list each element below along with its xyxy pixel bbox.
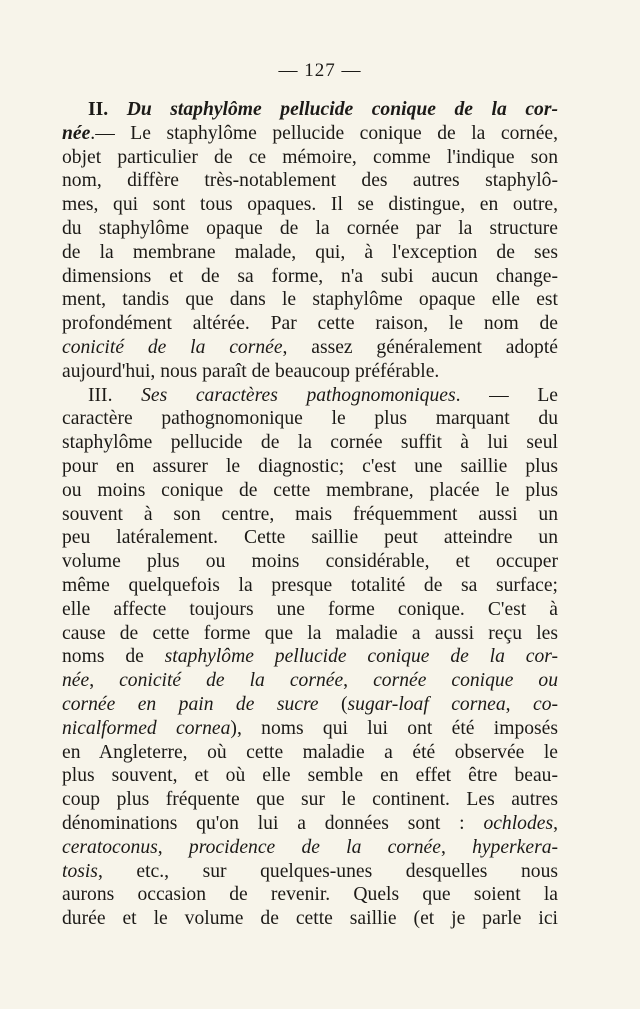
italic-text: cornée conique ou — [373, 670, 558, 692]
body-text — [62, 98, 558, 931]
text-segment: caractère pathognomonique le plus marquant du — [62, 408, 558, 430]
text-segment: , — [343, 670, 374, 692]
text-line — [62, 503, 558, 527]
text-segment: pour en assurer le diagnostic; c'est une saillie plus — [62, 455, 558, 477]
italic-text: tosis — [62, 860, 98, 882]
text-segment: peu latéralement. Cette saillie peut atteindre un — [62, 527, 558, 549]
text-segment: , — [440, 836, 473, 858]
text-segment: cause de cette forme que la maladie a aussi reçu les — [62, 622, 558, 644]
text-segment: .— Le staphylôme pellucide conique de la cornée, — [90, 122, 558, 144]
text-line — [62, 883, 558, 907]
italic-text: née — [62, 122, 91, 144]
text-segment: coup plus fréquente que sur le continent. Les autres — [62, 789, 558, 811]
text-segment: volume plus ou moins considérable, et occuper — [62, 551, 558, 573]
text-segment: même quelquefois la presque totalité de sa surface; — [62, 574, 558, 596]
text-line — [62, 431, 558, 455]
text-segment: , — [553, 812, 558, 834]
text-segment: durée et le volume de cette saillie (et je parle ici — [62, 908, 558, 930]
text-line — [62, 384, 558, 408]
italic-text: co- — [533, 693, 558, 715]
text-segment: noms de — [62, 646, 165, 668]
section-ii-paragraph — [62, 98, 558, 384]
italic-text: hyperkera- — [472, 836, 558, 858]
text-segment: ment, tandis que dans le staphylôme opaque elle est — [62, 289, 558, 311]
text-line — [62, 122, 558, 146]
text-segment: , — [157, 836, 189, 858]
text-segment: objet particulier de ce mémoire, comme l'indique son — [62, 146, 558, 168]
text-segment: ), noms qui lui ont été imposés — [230, 717, 558, 739]
text-line — [62, 836, 558, 860]
italic-text: procidence de la cornée — [188, 836, 441, 858]
text-line — [62, 598, 558, 622]
text-line — [62, 169, 558, 193]
text-segment: en Angleterre, où cette maladie a été observée le — [62, 741, 558, 763]
text-line — [62, 788, 558, 812]
page-number: — 127 — — [278, 60, 362, 81]
text-line — [62, 336, 558, 360]
text-segment: aurons occasion de revenir. Quels que soient la — [62, 884, 558, 906]
text-segment: plus souvent, et où elle semble en effet être beau- — [62, 765, 558, 787]
italic-text: née — [62, 670, 90, 692]
italic-text: cornée en pain de sucre — [62, 693, 319, 715]
italic-text: conicité de la cornée — [62, 336, 283, 358]
text-line — [62, 741, 558, 765]
text-segment: mes, qui sont tous opaques. Il se distingue, en outre, — [62, 194, 558, 216]
text-line — [62, 360, 558, 384]
text-line — [62, 860, 558, 884]
text-segment: . — Le — [455, 384, 558, 406]
text-segment: , — [505, 693, 533, 715]
italic-text: staphylôme pellucide conique de la cor- — [164, 646, 558, 668]
text-segment: III. — [88, 384, 142, 406]
text-segment: aujourd'hui, nous paraît de beaucoup préférable. — [62, 360, 440, 382]
text-line — [62, 574, 558, 598]
text-line — [62, 526, 558, 550]
text-line — [62, 265, 558, 289]
text-segment: staphylôme pellucide de la cornée suffit à lui seul — [62, 432, 558, 454]
text-segment: , assez généralement adopté — [282, 336, 558, 358]
text-line — [62, 193, 558, 217]
text-line — [62, 455, 558, 479]
text-line — [62, 812, 558, 836]
text-segment: II. — [88, 99, 127, 120]
italic-text: sugar-loaf cornea — [347, 693, 506, 715]
text-line — [62, 622, 558, 646]
text-line — [62, 217, 558, 241]
italic-text: conicité de la cornée — [119, 670, 344, 692]
section-iii-paragraph — [62, 384, 558, 931]
text-segment: de la membrane malade, qui, à l'exception de ses — [62, 241, 558, 263]
text-line — [62, 550, 558, 574]
text-line — [62, 693, 558, 717]
text-segment: profondément altérée. Par cette raison, le nom de — [62, 313, 558, 335]
text-segment: dénominations qu'on lui a données sont : — [62, 812, 484, 834]
text-line — [62, 717, 558, 741]
text-line — [62, 479, 558, 503]
text-line — [62, 764, 558, 788]
text-segment: souvent à son centre, mais fréquemment aussi un — [62, 503, 558, 525]
italic-text: ceratoconus — [62, 836, 158, 858]
italic-text: nicalformed cornea — [62, 717, 231, 739]
text-segment: nom, diffère très-notablement des autres staphylô- — [62, 170, 558, 192]
text-line — [62, 907, 558, 931]
text-line — [62, 407, 558, 431]
text-segment: du staphylôme opaque de la cornée par la structure — [62, 217, 558, 239]
text-segment: , etc., sur quelques-unes desquelles nous — [97, 860, 558, 882]
text-segment: dimensions et de sa forme, n'a subi aucun change- — [62, 265, 558, 287]
text-line — [62, 312, 558, 336]
italic-text: ochlodes — [483, 812, 554, 834]
italic-text: Ses caractères pathognomoniques — [141, 384, 456, 406]
text-segment: , — [89, 670, 120, 692]
italic-text: Du staphylôme pellucide conique de la cor- — [126, 99, 558, 120]
text-line — [62, 669, 558, 693]
text-line — [62, 241, 558, 265]
text-line — [62, 645, 558, 669]
text-line — [62, 288, 558, 312]
text-segment: ( — [318, 693, 348, 715]
text-segment: ou moins conique de cette membrane, placée le plus — [62, 479, 558, 501]
text-line — [62, 98, 558, 122]
text-line — [62, 146, 558, 170]
text-segment: elle affecte toujours une forme conique. C'est à — [62, 598, 558, 620]
